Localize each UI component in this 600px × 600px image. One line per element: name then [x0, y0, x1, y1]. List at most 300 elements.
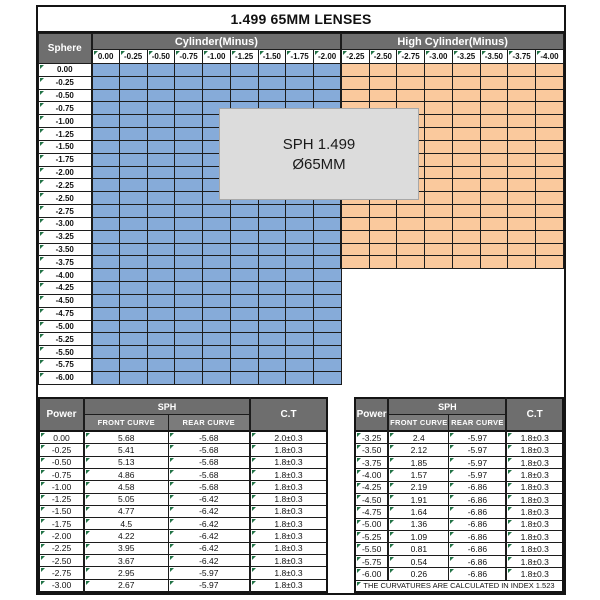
cylinder-cell — [314, 294, 342, 307]
cylinder-cell — [92, 115, 120, 128]
cylinder-col-header: -0.25 — [119, 50, 147, 64]
curve-row — [355, 531, 563, 543]
cylinder-cell — [203, 76, 231, 89]
cylinder-cell — [286, 230, 314, 243]
ct-cell: 2.0±0.3 — [250, 431, 327, 444]
cylinder-col-header: -0.75 — [175, 50, 203, 64]
high-cylinder-cell — [536, 102, 564, 115]
high-cylinder-cell — [536, 64, 564, 77]
ct-cell: 1.8±0.3 — [506, 481, 563, 493]
cylinder-cell — [203, 230, 231, 243]
cylinder-cell — [203, 217, 231, 230]
power-cell: -0.75 — [39, 468, 84, 480]
cylinder-cell — [92, 359, 120, 372]
rear-curve-cell: -5.97 — [449, 431, 507, 444]
power-cell: -5.00 — [355, 518, 388, 530]
cylinder-cell — [175, 333, 203, 346]
cylinder-cell — [314, 230, 342, 243]
cylinder-cell — [230, 359, 258, 372]
power-cell: -5.50 — [355, 543, 388, 555]
front-curve-cell: 1.64 — [388, 506, 449, 518]
high-cylinder-cell — [508, 76, 536, 89]
high-cylinder-cell — [536, 128, 564, 141]
cylinder-cell — [203, 282, 231, 295]
cylinder-cell — [314, 217, 342, 230]
ct-cell: 1.8±0.3 — [506, 469, 563, 481]
cylinder-cell — [175, 64, 203, 77]
high-cylinder-cell — [508, 153, 536, 166]
cylinder-cell — [230, 217, 258, 230]
power-cell: 0.00 — [39, 431, 84, 444]
cylinder-col-header: -2.50 — [369, 50, 397, 64]
power-cell: -4.25 — [355, 481, 388, 493]
power-cell: -5.75 — [355, 555, 388, 567]
front-curve-cell: 5.05 — [84, 493, 168, 505]
lens-spec-diameter: Ø65MM — [292, 155, 346, 173]
rear-curve-cell: -6.42 — [168, 542, 250, 554]
high-cylinder-cell — [369, 205, 397, 218]
cylinder-cell — [119, 371, 147, 384]
high-cylinder-cell — [480, 128, 508, 141]
sphere-cell: -0.75 — [39, 102, 92, 115]
sphere-cell: -2.25 — [39, 179, 92, 192]
cylinder-cell — [147, 333, 175, 346]
grid-row — [39, 230, 564, 243]
high-cylinder-cell — [397, 217, 425, 230]
rear-curve-cell: -6.86 — [449, 493, 507, 505]
high-cylinder-cell — [425, 192, 453, 205]
cylinder-cell — [286, 282, 314, 295]
curvature-note: THE CURVATURES ARE CALCULATED IN INDEX 1.523 — [355, 580, 563, 592]
cylinder-cell — [119, 333, 147, 346]
curve-row — [355, 456, 563, 468]
cylinder-cell — [92, 166, 120, 179]
ct-cell: 1.8±0.3 — [250, 567, 327, 579]
cylinder-cell — [230, 89, 258, 102]
high-cylinder-cell — [480, 76, 508, 89]
high-cylinder-cell — [480, 179, 508, 192]
cylinder-cell — [286, 76, 314, 89]
high-cylinder-cell — [480, 166, 508, 179]
rear-curve-cell: -6.42 — [168, 555, 250, 567]
front-curve-cell: 0.81 — [388, 543, 449, 555]
ct-cell: 1.8±0.3 — [506, 456, 563, 468]
curve-row — [355, 518, 563, 530]
curve-row — [39, 431, 327, 444]
cylinder-cell — [258, 205, 286, 218]
cylinder-cell — [92, 76, 120, 89]
ct-cell: 1.8±0.3 — [250, 481, 327, 493]
rear-curve-cell: -6.42 — [168, 518, 250, 530]
cylinder-cell — [119, 205, 147, 218]
cylinder-cell — [314, 89, 342, 102]
cylinder-cell — [314, 269, 342, 282]
sphere-cell: -2.50 — [39, 192, 92, 205]
cylinder-col-header: -3.50 — [480, 50, 508, 64]
cylinder-cell — [119, 217, 147, 230]
high-cylinder-minus-header: High Cylinder(Minus) — [341, 34, 563, 50]
high-cylinder-cell — [425, 256, 453, 269]
rear-curve-cell: -5.68 — [168, 444, 250, 456]
high-cylinder-cell — [508, 64, 536, 77]
sphere-cell: -0.50 — [39, 89, 92, 102]
high-cylinder-cell — [536, 192, 564, 205]
high-cylinder-cell — [452, 179, 480, 192]
cylinder-cell — [286, 89, 314, 102]
cylinder-cell — [258, 76, 286, 89]
high-cylinder-cell — [369, 230, 397, 243]
cylinder-cell — [286, 294, 314, 307]
cylinder-cell — [92, 89, 120, 102]
spacer — [38, 385, 564, 397]
front-curve-cell: 4.77 — [84, 505, 168, 517]
rear-curve-cell: -5.97 — [168, 567, 250, 579]
rear-curve-header: REAR CURVE — [449, 415, 507, 432]
ct-cell: 1.8±0.3 — [250, 518, 327, 530]
grid-row — [39, 76, 564, 89]
cylinder-cell — [119, 166, 147, 179]
ct-cell: 1.8±0.3 — [250, 555, 327, 567]
curve-row — [355, 568, 563, 580]
high-cylinder-cell — [425, 140, 453, 153]
cylinder-cell — [119, 192, 147, 205]
lens-spec-overlay — [219, 108, 419, 200]
high-cylinder-cell — [536, 217, 564, 230]
cylinder-cell — [92, 230, 120, 243]
rear-curve-cell: -6.86 — [449, 568, 507, 580]
power-cell: -3.25 — [355, 431, 388, 444]
cylinder-cell — [147, 307, 175, 320]
footer-row — [355, 580, 563, 592]
cylinder-cell — [119, 346, 147, 359]
cylinder-cell — [314, 205, 342, 218]
cylinder-cell — [147, 102, 175, 115]
cylinder-cell — [92, 64, 120, 77]
sphere-cell: -4.75 — [39, 307, 92, 320]
grid-row — [39, 205, 564, 218]
cylinder-cell — [92, 320, 120, 333]
cylinder-cell — [258, 371, 286, 384]
cylinder-cell — [230, 371, 258, 384]
cylinder-cell — [92, 307, 120, 320]
cylinder-cell — [147, 230, 175, 243]
high-cylinder-cell — [508, 217, 536, 230]
cylinder-cell — [119, 359, 147, 372]
ct-cell: 1.8±0.3 — [250, 456, 327, 468]
rear-curve-cell: -6.86 — [449, 518, 507, 530]
cylinder-cell — [92, 256, 120, 269]
sph-header: SPH — [84, 398, 250, 415]
cylinder-cell — [147, 192, 175, 205]
grid-row — [39, 243, 564, 256]
sphere-cell: -3.50 — [39, 243, 92, 256]
ct-cell: 1.8±0.3 — [506, 543, 563, 555]
sphere-cell: -1.50 — [39, 140, 92, 153]
grid-row — [39, 89, 564, 102]
sphere-cell: -5.50 — [39, 346, 92, 359]
rear-curve-cell: -5.68 — [168, 456, 250, 468]
cylinder-cell — [119, 282, 147, 295]
high-cylinder-cell — [425, 89, 453, 102]
sphere-cell: -1.75 — [39, 153, 92, 166]
curve-row — [39, 555, 327, 567]
cylinder-cell — [147, 359, 175, 372]
cylinder-col-header: -2.75 — [397, 50, 425, 64]
power-cell: -2.50 — [39, 555, 84, 567]
cylinder-cell — [286, 256, 314, 269]
cylinder-cell — [203, 294, 231, 307]
ct-cell: 1.8±0.3 — [250, 530, 327, 542]
front-curve-cell: 2.12 — [388, 444, 449, 456]
cylinder-cell — [230, 256, 258, 269]
curve-row — [39, 567, 327, 579]
ct-header: C.T — [506, 398, 563, 431]
power-cell: -1.25 — [39, 493, 84, 505]
high-cylinder-cell — [341, 64, 369, 77]
cylinder-cell — [203, 307, 231, 320]
rear-curve-cell: -6.86 — [449, 481, 507, 493]
cylinder-cell — [147, 217, 175, 230]
cylinder-cell — [147, 179, 175, 192]
high-cylinder-cell — [480, 243, 508, 256]
cylinder-col-header: -1.00 — [203, 50, 231, 64]
high-cylinder-cell — [341, 256, 369, 269]
cylinder-cell — [119, 179, 147, 192]
rear-curve-cell: -6.86 — [449, 506, 507, 518]
cylinder-cell — [203, 256, 231, 269]
high-cylinder-cell — [536, 166, 564, 179]
high-cylinder-cell — [452, 115, 480, 128]
high-cylinder-cell — [341, 243, 369, 256]
sphere-header: Sphere — [39, 34, 92, 64]
ct-cell: 1.8±0.3 — [506, 506, 563, 518]
cylinder-cell — [230, 307, 258, 320]
cylinder-cell — [92, 346, 120, 359]
power-cell: -2.00 — [39, 530, 84, 542]
high-cylinder-cell — [452, 64, 480, 77]
high-cylinder-cell — [425, 217, 453, 230]
sphere-cell: -0.25 — [39, 76, 92, 89]
cylinder-cell — [314, 243, 342, 256]
power-header: Power — [39, 398, 84, 431]
high-cylinder-cell — [508, 243, 536, 256]
cylinder-cell — [203, 243, 231, 256]
front-curve-cell: 2.95 — [84, 567, 168, 579]
power-cell: -0.50 — [39, 456, 84, 468]
cylinder-cell — [147, 346, 175, 359]
front-curve-cell: 5.41 — [84, 444, 168, 456]
cylinder-cell — [175, 205, 203, 218]
high-cylinder-cell — [397, 89, 425, 102]
curve-tables-section — [38, 397, 564, 593]
cylinder-cell — [286, 217, 314, 230]
cylinder-cell — [286, 64, 314, 77]
cylinder-cell — [258, 320, 286, 333]
curve-row — [39, 468, 327, 480]
high-cylinder-cell — [508, 205, 536, 218]
cylinder-cell — [230, 205, 258, 218]
high-cylinder-cell — [452, 230, 480, 243]
high-cylinder-cell — [536, 89, 564, 102]
cylinder-cell — [175, 140, 203, 153]
high-cylinder-cell — [369, 243, 397, 256]
front-curve-cell: 4.5 — [84, 518, 168, 530]
front-curve-cell: 5.68 — [84, 431, 168, 444]
cylinder-cell — [119, 102, 147, 115]
ct-cell: 1.8±0.3 — [506, 431, 563, 444]
cylinder-cell — [230, 243, 258, 256]
cylinder-cell — [119, 294, 147, 307]
high-cylinder-cell — [397, 230, 425, 243]
cylinder-cell — [119, 128, 147, 141]
high-cylinder-cell — [536, 179, 564, 192]
cylinder-cell — [314, 359, 342, 372]
ct-cell: 1.8±0.3 — [506, 531, 563, 543]
sheet-title: 1.499 65MM LENSES — [38, 7, 564, 33]
rear-curve-cell: -6.86 — [449, 555, 507, 567]
high-cylinder-cell — [536, 115, 564, 128]
cylinder-cell — [92, 128, 120, 141]
cylinder-cell — [203, 269, 231, 282]
cylinder-cell — [230, 76, 258, 89]
curve-row — [39, 542, 327, 554]
cylinder-cell — [147, 282, 175, 295]
high-cylinder-cell — [341, 205, 369, 218]
sphere-cell: 0.00 — [39, 64, 92, 77]
cylinder-cell — [230, 320, 258, 333]
sph-header: SPH — [388, 398, 506, 415]
sphere-cell: -5.25 — [39, 333, 92, 346]
cylinder-cell — [314, 320, 342, 333]
cylinder-col-header: -3.75 — [508, 50, 536, 64]
curve-row — [39, 444, 327, 456]
sphere-cell: -3.75 — [39, 256, 92, 269]
ct-cell: 1.8±0.3 — [506, 555, 563, 567]
cylinder-cell — [314, 307, 342, 320]
high-cylinder-cell — [480, 140, 508, 153]
cylinder-cell — [147, 76, 175, 89]
ct-cell: 1.8±0.3 — [250, 505, 327, 517]
cylinder-cell — [92, 140, 120, 153]
cylinder-cell — [92, 179, 120, 192]
high-cylinder-cell — [536, 153, 564, 166]
curve-row — [355, 555, 563, 567]
cylinder-cell — [258, 333, 286, 346]
curve-row — [39, 481, 327, 493]
cylinder-cell — [147, 89, 175, 102]
power-cell: -1.75 — [39, 518, 84, 530]
high-cylinder-cell — [452, 140, 480, 153]
high-cylinder-cell — [452, 166, 480, 179]
cylinder-cell — [175, 294, 203, 307]
high-cylinder-cell — [452, 102, 480, 115]
cylinder-cell — [175, 359, 203, 372]
cylinder-cell — [230, 230, 258, 243]
front-curve-cell: 0.26 — [388, 568, 449, 580]
sphere-cell: -1.00 — [39, 115, 92, 128]
high-cylinder-cell — [480, 153, 508, 166]
cylinder-cell — [119, 307, 147, 320]
high-cylinder-cell — [508, 179, 536, 192]
cylinder-cell — [175, 256, 203, 269]
power-cell: -5.25 — [355, 531, 388, 543]
high-cylinder-cell — [480, 192, 508, 205]
high-cylinder-cell — [480, 205, 508, 218]
cylinder-cell — [147, 128, 175, 141]
cylinder-cell — [258, 269, 286, 282]
curve-row — [39, 505, 327, 517]
front-curve-cell: 4.22 — [84, 530, 168, 542]
cylinder-cell — [147, 140, 175, 153]
cylinder-cell — [119, 243, 147, 256]
cylinder-cell — [230, 333, 258, 346]
cylinder-col-header: -1.25 — [230, 50, 258, 64]
cylinder-cell — [286, 346, 314, 359]
power-cell: -0.25 — [39, 444, 84, 456]
cylinder-cell — [92, 282, 120, 295]
front-curve-cell: 3.95 — [84, 542, 168, 554]
curve-row — [39, 579, 327, 592]
cylinder-cell — [314, 76, 342, 89]
high-cylinder-cell — [452, 256, 480, 269]
sphere-cell: -3.00 — [39, 217, 92, 230]
curve-row — [39, 530, 327, 542]
cylinder-col-header: -1.75 — [286, 50, 314, 64]
high-cylinder-cell — [508, 256, 536, 269]
cylinder-cell — [203, 359, 231, 372]
high-cylinder-cell — [508, 89, 536, 102]
cylinder-col-header: -2.25 — [341, 50, 369, 64]
cylinder-cell — [258, 64, 286, 77]
cylinder-cell — [258, 307, 286, 320]
rear-curve-cell: -5.97 — [449, 456, 507, 468]
cylinder-cell — [258, 294, 286, 307]
sphere-cell: -5.75 — [39, 359, 92, 372]
cylinder-cell — [258, 230, 286, 243]
cylinder-col-header: -1.50 — [258, 50, 286, 64]
cylinder-cell — [119, 76, 147, 89]
high-cylinder-cell — [369, 76, 397, 89]
cylinder-col-header: -4.00 — [536, 50, 564, 64]
cylinder-cell — [119, 320, 147, 333]
high-cylinder-cell — [508, 166, 536, 179]
high-cylinder-cell — [536, 205, 564, 218]
cylinder-cell — [175, 166, 203, 179]
cylinder-cell — [286, 243, 314, 256]
high-cylinder-cell — [480, 256, 508, 269]
front-curve-cell: 1.85 — [388, 456, 449, 468]
front-curve-cell: 2.4 — [388, 431, 449, 444]
cylinder-minus-header: Cylinder(Minus) — [92, 34, 342, 50]
high-cylinder-cell — [452, 205, 480, 218]
sphere-cell: -1.25 — [39, 128, 92, 141]
sphere-cell: -4.50 — [39, 294, 92, 307]
high-cylinder-cell — [425, 102, 453, 115]
cylinder-cell — [203, 64, 231, 77]
cylinder-cell — [230, 64, 258, 77]
cylinder-cell — [286, 371, 314, 384]
power-cell: -3.50 — [355, 444, 388, 456]
cylinder-cell — [175, 153, 203, 166]
cylinder-cell — [258, 217, 286, 230]
cylinder-cell — [147, 320, 175, 333]
rear-curve-cell: -5.97 — [449, 444, 507, 456]
sphere-cell: -2.00 — [39, 166, 92, 179]
sphere-cell: -6.00 — [39, 371, 92, 384]
cylinder-cell — [286, 307, 314, 320]
cylinder-cell — [314, 333, 342, 346]
high-cylinder-cell — [452, 128, 480, 141]
